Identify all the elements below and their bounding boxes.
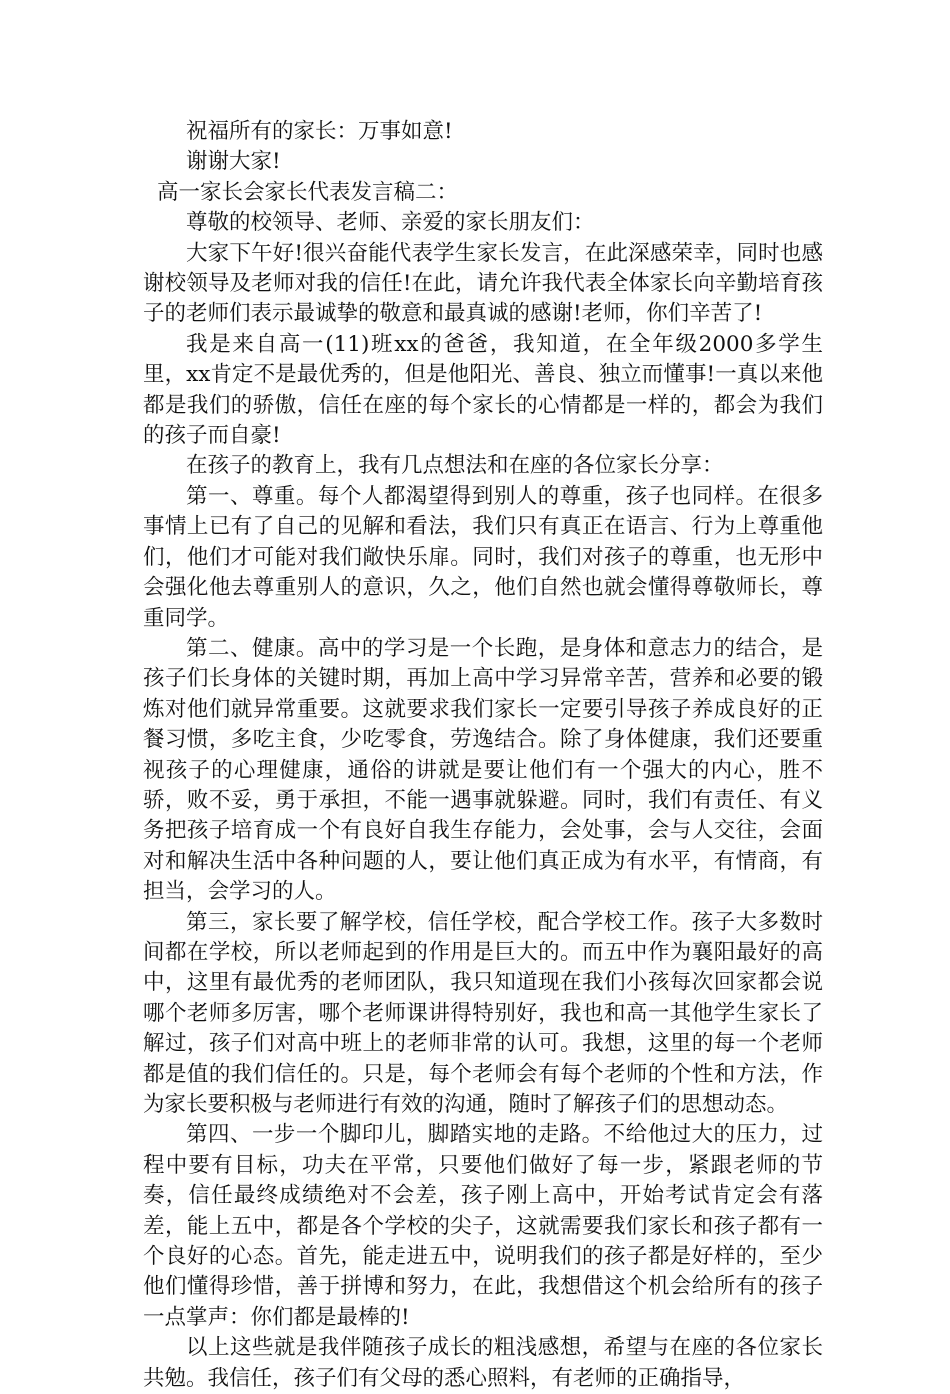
paragraph-sharing: 在孩子的教育上，我有几点想法和在座的各位家长分享： [186,453,724,479]
paragraph-greeting: 大家下午好!很兴奋能代表学生家长发言，在此深感荣幸，同时也感谢校领导及老师对我的信任!在此，请允许我代表全体家长向辛勤培育孩子的老师们表示最诚挚的敬意和最真诚的感谢!老师，你们辛苦了! [143,240,823,327]
paragraph-conclusion: 以上这些就是我伴随孩子成长的粗浅感想，希望与在座的各位家长共勉。我信任，孩子们有父母的悉心照料，有老师的正确指导， [143,1335,823,1391]
salutation: 尊敬的校领导、老师、亲爱的家长朋友们： [186,210,595,236]
section-heading: 高一家长会家长代表发言稿二： [157,179,459,205]
paragraph-introduction: 我是来自高一(11)班xx的爸爸，我知道，在全年级2000多学生里，xx肯定不是最优秀的，但是他阳光、善良、独立而懂事!一真以来他都是我们的骄傲，信任在座的每个家长的心情都是一样的，都会为我们的孩子而自豪! [143,331,823,449]
document-page [143,117,823,1394]
closing-wish: 祝福所有的家长：万事如意! [186,119,453,144]
paragraph-health: 第二、健康。高中的学习是一个长跑，是身体和意志力的结合，是孩子们长身体的关键时期，再加上高中学习异常辛苦，营养和必要的锻炼对他们就异常重要。这就要求我们家长一定要引导孩子养成良好的正餐习惯，多吃主食，少吃零食，劳逸结合。除了身体健康，我们还要重视孩子的心理健康，通俗的讲就是要让他们有一个强大的内心，胜不骄，败不妥，勇于承担，不能一遇事就躲避。同时，我们有责任、有义务把孩子培育成一个有良好自我生存能力，会处事，会与人交往，会面对和解决生活中各种问题的人，要让他们真正成为有水平，有情商，有担当，会学习的人。 [143,635,823,905]
paragraph-trust-school: 第三，家长要了解学校，信任学校，配合学校工作。孩子大多数时间都在学校，所以老师起到的作用是巨大的。而五中作为襄阳最好的高中，这里有最优秀的老师团队，我只知道现在我们小孩每次回家都会说哪个老师多厉害，哪个老师课讲得特别好，我也和高一其他学生家长了解过，孩子们对高中班上的老师非常的认可。我想，这里的每一个老师都是值的我们信任的。只是，每个老师会有每个老师的个性和方法，作为家长要积极与老师进行有效的沟通，随时了解孩子们的思想动态。 [143,909,823,1117]
closing-thanks: 谢谢大家! [186,149,281,175]
paragraph-respect: 第一、尊重。每个人都渴望得到别人的尊重，孩子也同样。在很多事情上已有了自己的见解和看法，我们只有真正在语言、行为上尊重他们，他们才可能对我们敞快乐扉。同时，我们对孩子的尊重，也无形中会强化他去尊重别人的意识，久之，他们自然也就会懂得尊敬师长，尊重同学。 [143,483,823,631]
paragraph-step-by-step: 第四、一步一个脚印儿，脚踏实地的走路。不给他过大的压力，过程中要有目标，功夫在平常，只要他们做好了每一步，紧跟老师的节奏，信任最终成绩绝对不会差，孩子刚上高中，开始考试肯定会有落差，能上五中，都是各个学校的尖子，这就需要我们家长和孩子都有一个良好的心态。首先，能走进五中，说明我们的孩子都是好样的，至少他们懂得珍惜，善于拼博和努力，在此，我想借这个机会给所有的孩子一点掌声：你们都是最棒的! [143,1122,823,1330]
